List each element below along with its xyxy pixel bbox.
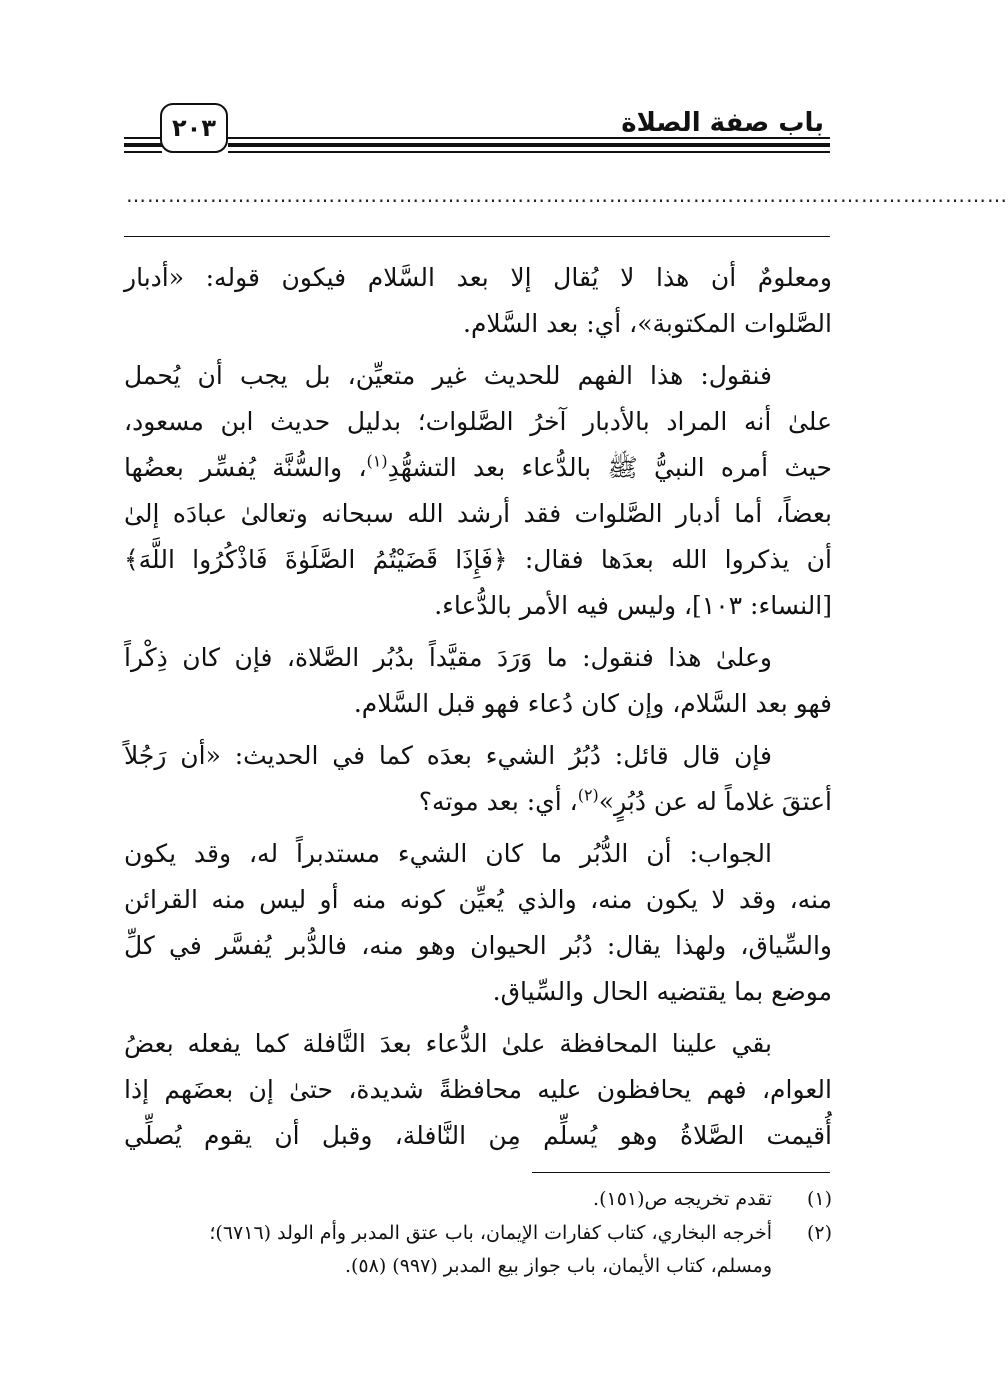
body-line: [النساء: ١٠٣]، وليس فيه الأمر بالدُّعاء. <box>434 591 832 620</box>
header-rule-left-3 <box>124 151 162 153</box>
body-line: بقي علينا المحافظة علىٰ الدُّعاء بعدَ النَّافلة كما يفعله بعضُ <box>124 1029 772 1058</box>
footnote-number: (١) <box>806 1188 832 1210</box>
body-line: العوام، فهم يحافظون عليه محافظةً شديدة، حتىٰ إن بعضَهم إذا <box>124 1075 832 1104</box>
running-header-title: باب صفة الصلاة <box>621 108 824 138</box>
footnote-ref-2: (٢) <box>577 785 599 805</box>
body-line: ومعلومٌ أن هذا لا يُقال إلا بعد السَّلام فيكون قوله: «أدبار <box>124 263 832 292</box>
footnote-text: ومسلم، كتاب الأيمان، باب جواز بيع المدبر (٩٩٧) (٥٨). <box>344 1255 772 1277</box>
header-rule-right-3 <box>228 151 830 153</box>
body-line: موضع بما يقتضيه الحال والسِّياق. <box>492 977 832 1006</box>
body-line: والسِّياق، ولهذا يقال: دُبُر الحيوان وهو منه، فالدُّبر يُفسَّر في كلِّ <box>124 931 832 960</box>
dotted-separator: ……………………………………………………………………………………………………………… <box>126 183 1008 207</box>
footnote-ref-1: (١) <box>366 451 388 471</box>
header-rule-left-2 <box>124 143 162 147</box>
body-line: أن يذكروا الله بعدَها فقال: ﴿فَإِذَا قَضَيْتُمُ الصَّلَوٰةَ فَاذْكُرُوا اللَّهَ﴾ <box>124 545 832 574</box>
footnote-text: أخرجه البخاري، كتاب كفارات الإيمان، باب عتق المدبر وأم الولد (٦٧١٦)؛ <box>209 1222 772 1244</box>
body-line: علىٰ أنه المراد بالأدبار آخرُ الصَّلوات؛ بدليل حديث ابن مسعود، <box>124 407 832 436</box>
body-line: الجواب: أن الدُّبُر ما كان الشيء مستدبراً له، وقد يكون <box>124 839 772 868</box>
body-line: أعتقَ غلاماً له عن دُبُرٍ»$^{(٢)}$، أي: بعد موته؟ <box>418 785 832 816</box>
body-line: حيث أمره النبيُّ ﷺ بالدُّعاء بعد التشهُّدِ$^{(١)}$، والسُّنَّة يُفسِّر بعضُها <box>124 451 832 482</box>
page-number: ٢٠٣ <box>160 103 228 153</box>
body-line: بعضاً، أما أدبار الصَّلوات فقد أرشد الله سبحانه وتعالىٰ عبادَه إلىٰ <box>124 499 832 528</box>
body-line: فإن قال قائل: دُبُرُ الشيء بعدَه كما في الحديث: «أن رَجُلاً <box>124 741 772 770</box>
body-line: وعلىٰ هذا فنقول: ما وَرَدَ مقيَّداً بدُبُر الصَّلاة، فإن كان ذِكْراً <box>124 643 772 672</box>
footnote-number: (٢) <box>806 1222 832 1244</box>
footnote-text: تقدم تخريجه ص(١٥١). <box>593 1188 772 1210</box>
body-line: فهو بعد السَّلام، وإن كان دُعاء فهو قبل السَّلام. <box>353 689 832 718</box>
header-rule-left-1 <box>124 137 162 139</box>
header-rule-right-2 <box>228 143 830 147</box>
footnote-rule <box>532 1172 830 1173</box>
body-line: فنقول: هذا الفهم للحديث غير متعيِّن، بل يجب أن يُحمل <box>124 361 772 390</box>
text-top-rule <box>124 236 830 237</box>
body-line: الصَّلوات المكتوبة»، أي: بعد السَّلام. <box>463 309 832 338</box>
body-line: أُقيمت الصَّلاةُ وهو يُسلِّم مِن النَّافلة، وقبل أن يقوم يُصلِّي <box>124 1121 832 1150</box>
header-rule-right-1 <box>228 137 830 139</box>
body-line: منه، وقد لا يكون منه، والذي يُعيِّن كونه منه أو ليس منه القرائن <box>124 885 832 914</box>
